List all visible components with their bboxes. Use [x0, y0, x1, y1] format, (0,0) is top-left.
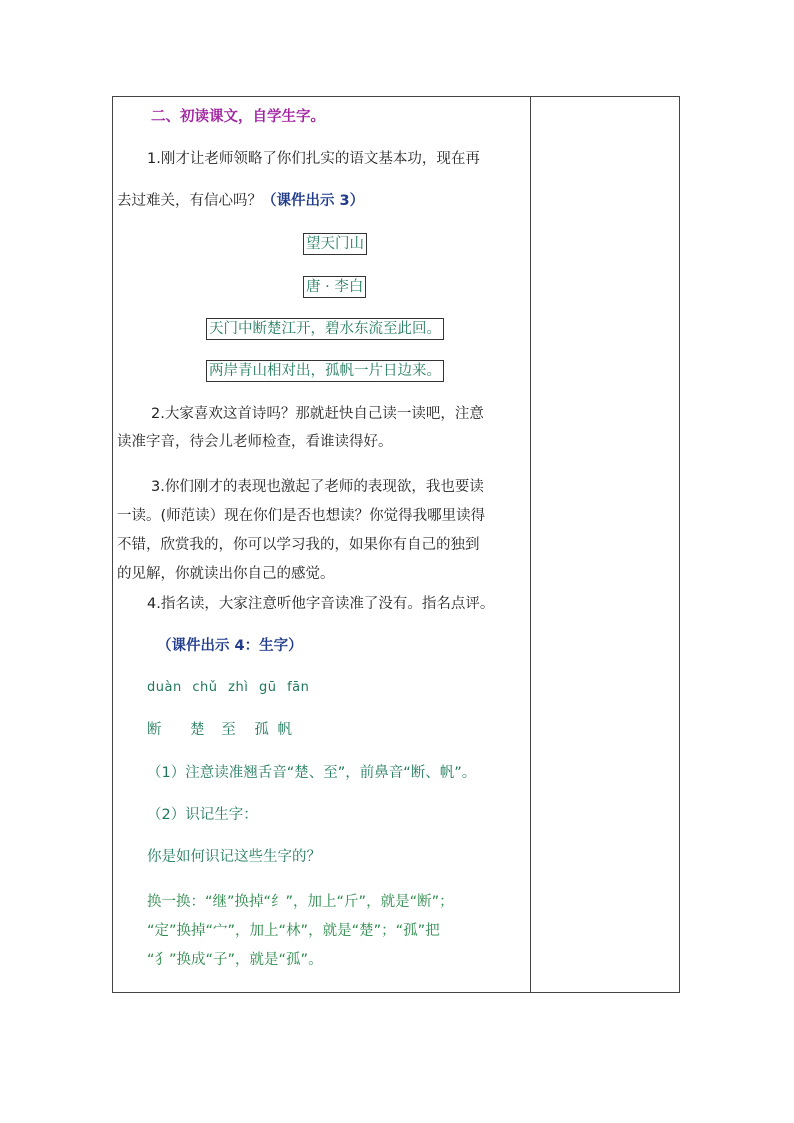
char-chu: 楚 [190, 722, 205, 738]
paragraph-1-text: 去过难关，有信心吗？ [117, 193, 262, 209]
courseware-ref-3: （课件出示 3） [262, 193, 365, 209]
lesson-table [112, 96, 680, 993]
char-gu: 孤 [254, 722, 269, 738]
paragraph-1-line-2 [117, 191, 364, 211]
pinyin-duan: duàn [147, 680, 182, 695]
main-cell [113, 97, 530, 992]
poem-author-box: 唐 · 李白 [303, 276, 366, 298]
chars-row [147, 720, 292, 740]
paragraph-1-line-1: 1.刚才让老师领略了你们扎实的语文基本功，现在再 [147, 151, 480, 167]
memorize-question: 你是如何识记这些生字的？ [147, 849, 321, 865]
paragraph-3-line-1: 3.你们刚才的表现也激起了老师的表现欲，我也要读 [151, 479, 484, 495]
poem-verse-1-box: 天门中断楚江开，碧水东流至此回。 [206, 318, 444, 340]
paragraph-4: 4.指名读，大家注意听他字音读准了没有。指名点评。 [147, 596, 495, 612]
pinyin-row [147, 678, 309, 698]
column-divider [530, 97, 531, 992]
paragraph-3-line-4: 的见解，你就读出你自己的感觉。 [117, 566, 335, 582]
note-2: （2）识记生字： [147, 807, 258, 823]
paragraph-2-line-2: 读准字音，待会儿老师检查，看谁读得好。 [117, 434, 393, 450]
pinyin-chu: chǔ [192, 680, 218, 695]
method-line-1: 换一换：“继”换掉“纟”，加上“斤”，就是“断”； [147, 894, 454, 910]
char-fan: 帆 [277, 722, 292, 738]
section-title: 二、初读课文，自学生字。 [151, 109, 325, 125]
char-zhi: 至 [221, 722, 236, 738]
paragraph-3-line-3: 不错，欣赏我的，你可以学习我的，如果你有自己的独到 [117, 537, 480, 553]
paragraph-3-line-2: 一读。(师范读）现在你们是否也想读？你觉得我哪里读得 [117, 508, 486, 524]
char-duan: 断 [147, 722, 162, 738]
method-line-3: “犭”换成“子”，就是“孤”。 [147, 952, 323, 968]
pinyin-zhi: zhì [228, 680, 249, 695]
poem-title-box: 望天门山 [303, 233, 367, 255]
method-line-2: “定”换掉“宀”，加上“林”，就是“楚”；“孤”把 [147, 923, 440, 939]
pinyin-gu: gū [258, 680, 277, 695]
pinyin-fan: fān [287, 680, 310, 695]
paragraph-2-line-1: 2.大家喜欢这首诗吗？那就赶快自己读一读吧，注意 [151, 406, 484, 422]
courseware-ref-4: （课件出示 4：生字） [157, 638, 303, 654]
poem-verse-2-box: 两岸青山相对出，孤帆一片日边来。 [206, 360, 444, 382]
note-1: （1）注意读准翘舌音“楚、至”，前鼻音“断、帆”。 [147, 765, 477, 781]
